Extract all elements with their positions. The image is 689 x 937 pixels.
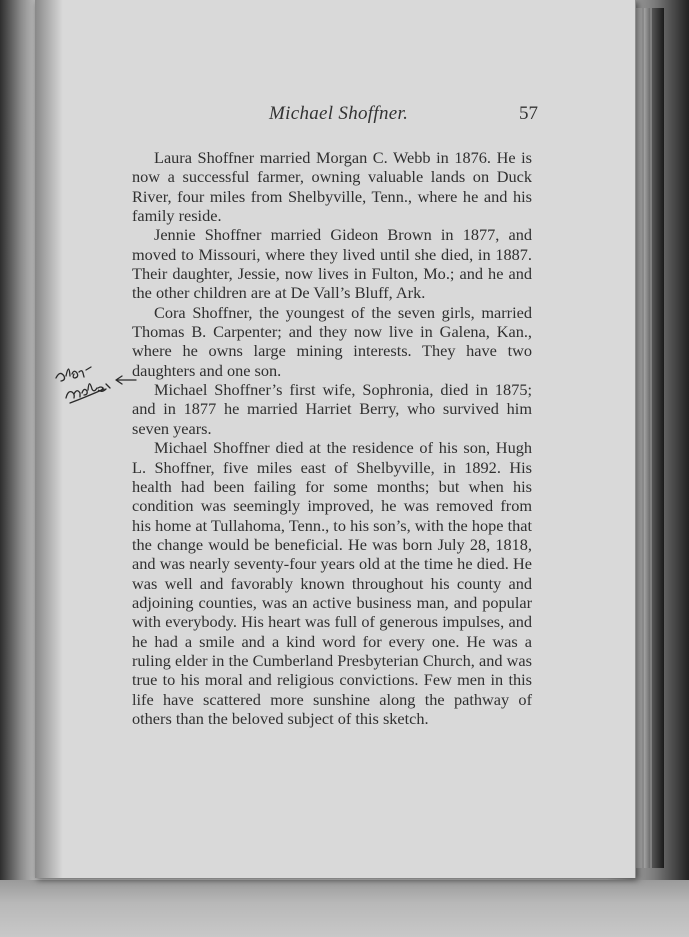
paragraph: Jennie Shoffner married Gideon Brown in 1877, and moved to Missouri, where they lived until she died, in 1887. Their daughter, Jessie, now lives in Fulton, Mo.; and he and the other children are at De Vall’s Bluff, Ark. bbox=[132, 225, 532, 303]
paragraph: Cora Shoffner, the youngest of the seven girls, married Thomas B. Carpenter; and they now live in Galena, Kan., where he owns large mining interests. They have two daughters and one son. bbox=[132, 302, 532, 380]
paragraph: Laura Shoffner married Morgan C. Webb in 1876. He is now a successful farmer, owning valuable lands on Duck River, four miles from Shelbyville, Tenn., where he and his family reside. bbox=[132, 148, 532, 226]
page-number: 57 bbox=[519, 103, 538, 124]
running-title: Michael Shoffner. bbox=[269, 103, 409, 124]
page-header bbox=[35, 103, 635, 133]
body-text bbox=[132, 148, 532, 728]
page-edge bbox=[644, 8, 650, 868]
handwritten-annotation bbox=[48, 348, 138, 408]
book-page bbox=[35, 0, 636, 878]
book-cover-edge bbox=[652, 8, 664, 868]
scanner-bed bbox=[0, 880, 689, 937]
handwriting-icon bbox=[48, 348, 138, 408]
paragraph: Michael Shoffner died at the residence of his son, Hugh L. Shoffner, five miles east of Shelbyville, in 1892. His health had been failing for some months; but when his condition was seemingly improved, he was removed from his home at Tullahoma, Tenn., to his son’s, with the hope that the change would be beneficial. He was born July 28, 1818, and was nearly seventy-four years old at the time he died. He was well and favorably known throughout his county and adjoining counties, was an active business man, and popular with everybody. His heart was full of generous impulses, and he had a smile and a kind word for every one. He was a ruling elder in the Cumberland Presbyterian Church, and was true to his moral and religious convictions. Few men in this life have scattered more sunshine along the pathway of others than the beloved subject of this sketch. bbox=[132, 438, 532, 728]
paragraph: Michael Shoffner’s first wife, Sophronia, died in 1875; and in 1877 he married Harriet Berry, who survived him seven years. bbox=[132, 380, 532, 438]
page-edge bbox=[636, 8, 642, 868]
